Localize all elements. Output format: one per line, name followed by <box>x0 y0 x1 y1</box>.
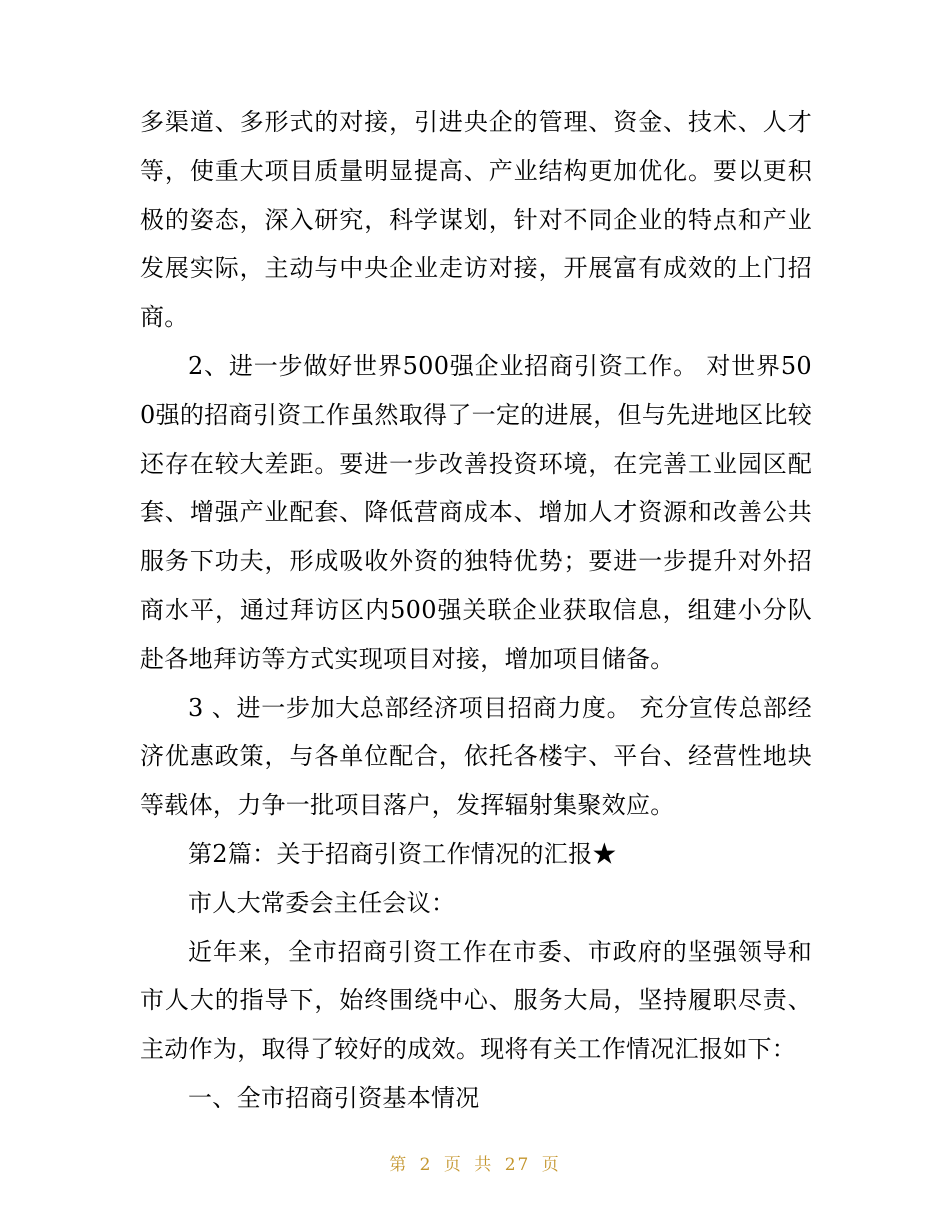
paragraph-item-2: 2、进一步做好世界500强企业招商引资工作。 对世界500强的招商引资工作虽然取得了一定的进展，但与先进地区比较还存在较大差距。要进一步改善投资环境，在完善工业园区配套、增强产业配套、降低营商成本、增加人才资源和改善公共服务下功夫，形成吸收外资的独特优势；要进一步提升对外招商水平，通过拜访区内500强关联企业获取信息，组建小分队赴各地拜访等方式实现项目对接，增加项目储备。 <box>140 351 812 673</box>
section-heading-basic-situation: 一、全市招商引资基本情况 <box>188 1083 480 1112</box>
paragraph-continuation: 多渠道、多形式的对接，引进央企的管理、资金、技术、人才等，使重大项目质量明显提高、产业结构更加优化。要以更积极的姿态，深入研究，科学谋划，针对不同企业的特点和产业发展实际，主动与中央企业走访对接，开展富有成效的上门招商。 <box>140 108 812 332</box>
salutation: 市人大常委会主任会议： <box>188 888 456 917</box>
page-number-footer: 第 2 页 共 27 页 <box>389 1155 561 1175</box>
section-heading-part-2: 第2篇：关于招商引资工作情况的汇报★ <box>188 839 617 868</box>
paragraph-item-3: 3 、进一步加大总部经济项目招商力度。 充分宣传总部经济优惠政策，与各单位配合，依托各楼宇、平台、经营性地块等载体，力争一批项目落户，发挥辐射集聚效应。 <box>140 693 812 820</box>
document-body <box>140 98 812 1123</box>
paragraph-intro: 近年来，全市招商引资工作在市委、市政府的坚强领导和市人大的指导下，始终围绕中心、服务大局，坚持履职尽责、主动作为，取得了较好的成效。现将有关工作情况汇报如下： <box>140 937 812 1064</box>
